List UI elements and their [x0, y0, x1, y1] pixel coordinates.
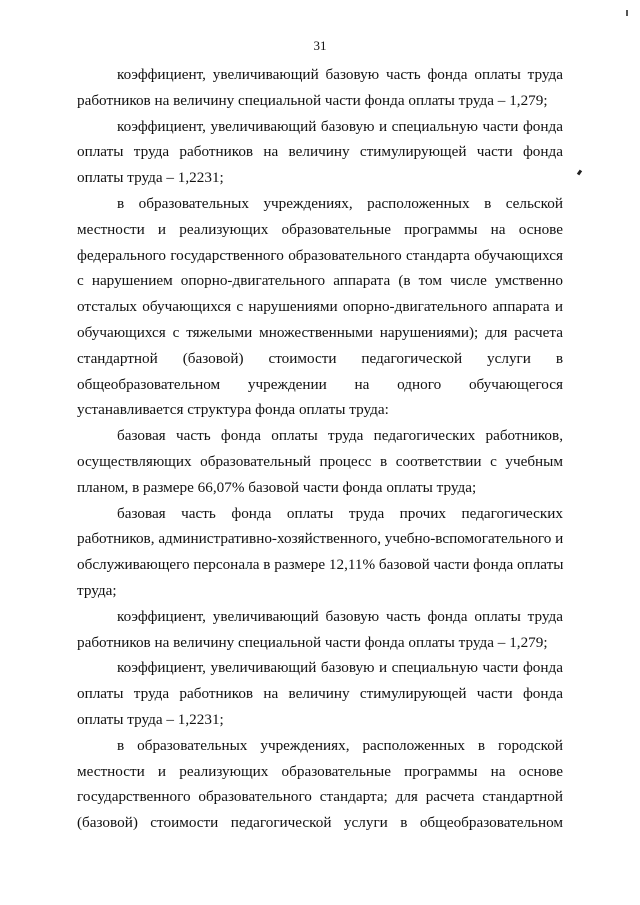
- text-line: базовая часть фонда оплаты труда педагогических работников,: [117, 427, 563, 445]
- text-line: устанавливается структура фонда оплаты труда:: [77, 401, 389, 419]
- text-line: осуществляющих образовательный процесс в соответствии с учебным: [77, 452, 563, 470]
- text-line: коэффициент, увеличивающий базовую часть фонда оплаты труда: [117, 66, 563, 83]
- text-line: базовая часть фонда оплаты труда прочих педагогических: [117, 504, 563, 522]
- text-line: федерального государственного образовательного стандарта обучающихся: [77, 246, 563, 264]
- text-line: в образовательных учреждениях, расположенных в городской: [117, 736, 563, 754]
- text-line: государственного образовательного стандарта; для расчета стандартной: [77, 788, 563, 806]
- text-line: местности и реализующих образовательные программы на основе: [77, 220, 563, 238]
- text-line: местности и реализующих образовательные программы на основе: [77, 762, 563, 780]
- text-line: обучающихся с тяжелыми множественными нарушениями); для расчета: [77, 323, 563, 341]
- document-body: [77, 62, 563, 836]
- text-line: общеобразовательном учреждении на одного обучающегося: [77, 375, 563, 393]
- page-number: 31: [313, 38, 327, 53]
- text-line: планом, в размере 66,07% базовой части фонда оплаты труда;: [77, 478, 477, 496]
- scan-speck: [626, 10, 628, 16]
- text-line: оплаты труда – 1,2231;: [77, 710, 224, 728]
- text-line: отсталых обучающихся с нарушениями опорно-двигательного аппарата и: [77, 298, 563, 316]
- margin-mark: [577, 170, 582, 176]
- text-line: в образовательных учреждениях, расположенных в сельской: [117, 194, 563, 212]
- text-line: стандартной (базовой) стоимости педагогической услуги в: [77, 349, 563, 367]
- text-line: оплаты труда работников на величину стимулирующей части фонда: [77, 143, 563, 161]
- text-line: работников на величину специальной части фонда оплаты труда – 1,279;: [77, 91, 548, 109]
- text-line: (базовой) стоимости педагогической услуги в общеобразовательном: [77, 814, 563, 832]
- text-line: работников на величину специальной части фонда оплаты труда – 1,279;: [77, 633, 548, 651]
- text-line: коэффициент, увеличивающий базовую и специальную части фонда: [117, 659, 563, 677]
- text-line: работников, административно-хозяйственного, учебно-вспомогательного и: [77, 530, 564, 548]
- text-line: оплаты труда работников на величину стимулирующей части фонда: [77, 685, 563, 703]
- text-line: обслуживающего персонала в размере 12,11% базовой части фонда оплаты: [77, 556, 564, 574]
- text-line: труда;: [77, 581, 117, 599]
- text-line: оплаты труда – 1,2231;: [77, 169, 224, 187]
- text-line: коэффициент, увеличивающий базовую часть фонда оплаты труда: [117, 607, 563, 625]
- text-line: с нарушением опорно-двигательного аппарата (в том числе умственно: [77, 272, 563, 290]
- text-line: коэффициент, увеличивающий базовую и специальную части фонда: [117, 117, 563, 135]
